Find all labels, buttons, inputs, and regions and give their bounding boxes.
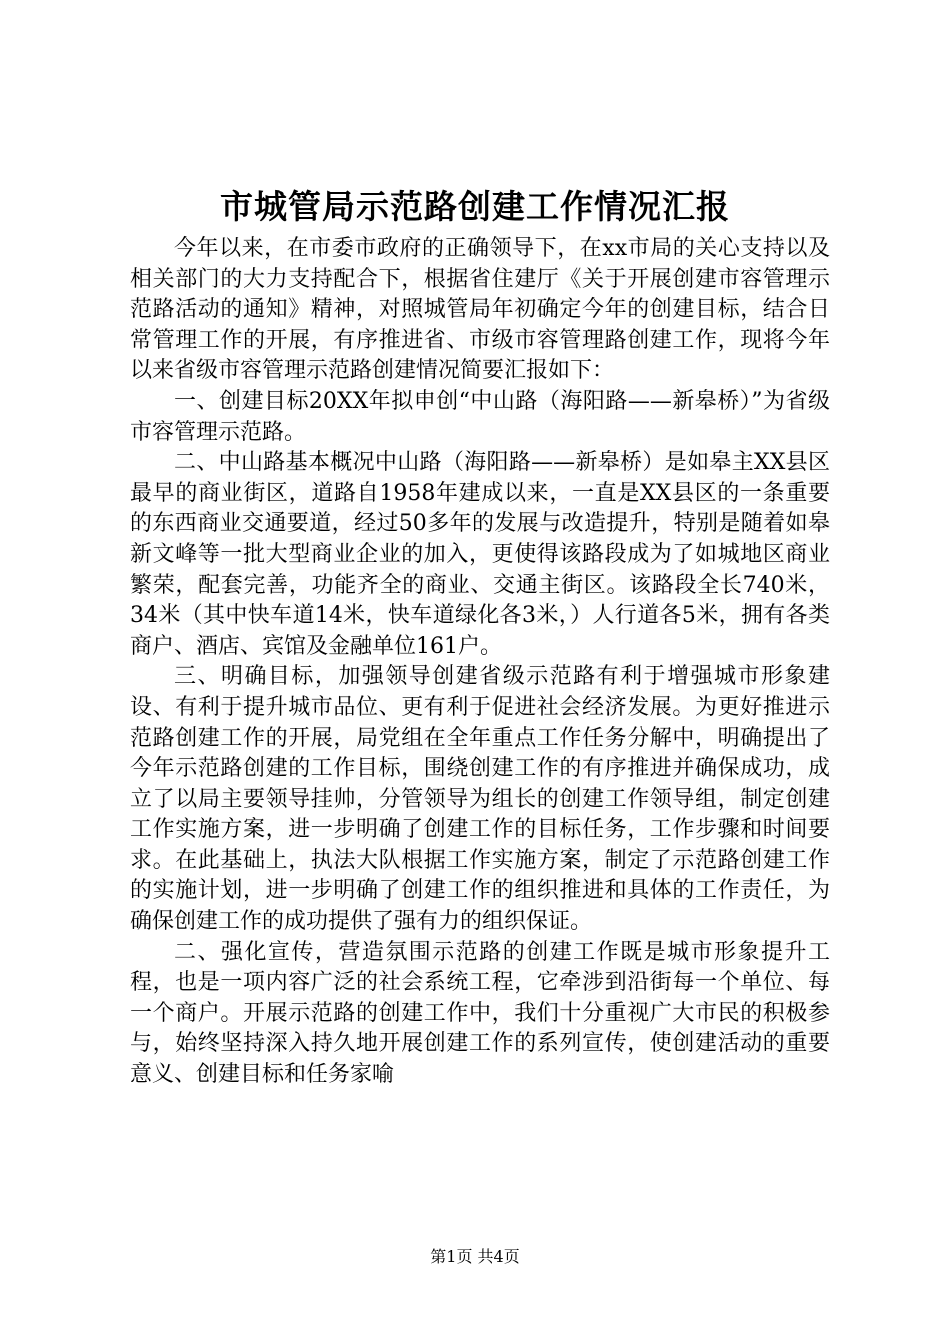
- document-body: [130, 234, 830, 1091]
- paragraph-overview: 二、中山路基本概况中山路（海阳路——新皋桥）是如皋主XX县区最早的商业街区，道路自1958年建成以来，一直是XX县区的一条重要的东西商业交通要道，经过50多年的发展与改造提升，特别是随着如皋新文峰等一批大型商业企业的加入，更使得该路段成为了如城地区商业繁荣，配套完善，功能齐全的商业、交通主街区。该路段全长740米，34米（其中快车道14米，快车道绿化各3米，）人行道各5米，拥有各类商户、酒店、宾馆及金融单位161户。: [130, 450, 830, 659]
- document-title: 市城管局示范路创建工作情况汇报: [220, 187, 730, 226]
- page-number-footer: 第1页 共4页: [430, 1247, 520, 1266]
- paragraph-publicity: 二、强化宣传，营造氛围示范路的创建工作既是城市形象提升工程，也是一项内容广泛的社会系统工程，它牵涉到沿街每一个单位、每一个商户。开展示范路的创建工作中，我们十分重视广大市民的积极参与，始终坚持深入持久地开展创建工作的系列宣传，使创建活动的重要意义、创建目标和任务家喻: [130, 939, 830, 1088]
- paragraph-leadership: 三、明确目标，加强领导创建省级示范路有利于增强城市形象建设、有利于提升城市品位、更有利于促进社会经济发展。为更好推进示范路创建工作的开展，局党组在全年重点工作任务分解中，明确提出了今年示范路创建的工作目标，围绕创建工作的有序推进并确保成功，成立了以局主要领导挂帅，分管领导为组长的创建工作领导组，制定创建工作实施方案，进一步明确了创建工作的目标任务，工作步骤和时间要求。在此基础上，执法大队根据工作实施方案，制定了示范路创建工作的实施计划，进一步明确了创建工作的组织推进和具体的工作责任，为确保创建工作的成功提供了强有力的组织保证。: [130, 664, 830, 935]
- paragraph-intro: 今年以来，在市委市政府的正确领导下，在xx市局的关心支持以及相关部门的大力支持配合下，根据省住建厅《关于开展创建市容管理示范路活动的通知》精神，对照城管局年初确定今年的创建目标，结合日常管理工作的开展，有序推进省、市级市容管理路创建工作，现将今年以来省级市容管理示范路创建情况简要汇报如下：: [130, 236, 830, 384]
- paragraph-goal: 一、创建目标20XX年拟申创“中山路（海阳路——新皋桥）”为省级市容管理示范路。: [130, 388, 830, 445]
